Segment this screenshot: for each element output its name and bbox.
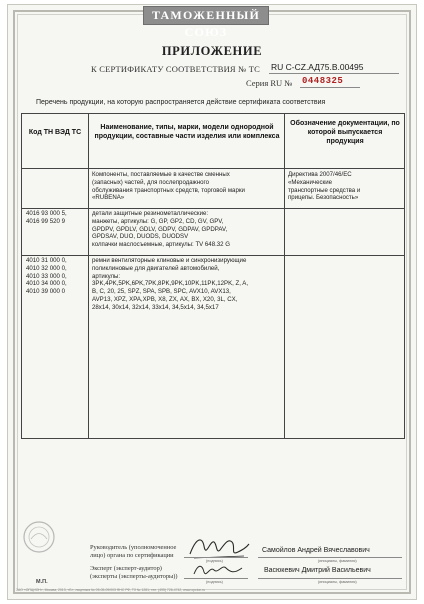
- head-name-caption: (инициалы, фамилия): [318, 559, 357, 563]
- row1-document: Директива 2007/46/ЕС «Механические транспортные средства и прицепы. Безопасность»: [288, 171, 361, 202]
- series-number: 0448325: [302, 76, 344, 86]
- series-label: Серия RU №: [246, 78, 293, 88]
- expert-name: Васюкевич Дмитрий Васильевич: [264, 567, 371, 574]
- page-title: ПРИЛОЖЕНИЕ: [161, 44, 263, 58]
- header-name: Наименование, типы, марки, модели однородной продукции, составные части изделия или комплекса: [94, 124, 280, 140]
- header-code: Код ТН ВЭД ТС: [28, 129, 82, 136]
- print-imprint: ЗАО «ОПЦИОН», Москва, 2013, «Б», лицензия № 05-05-09/003 ФНС РФ, ТЗ № 1281; тел. (495) 726-4742, www.opcion.ru: [16, 588, 206, 592]
- row3-codes: 4010 31 000 0, 4010 32 000 0, 4010 33 000 0, 4010 34 000 0, 4010 39 000 0: [26, 257, 67, 296]
- customs-union-banner: ТАМОЖЕННЫЙ СОЮЗ: [143, 6, 269, 25]
- row3-description: ремни вентиляторные клиновые и синхронизирующие поликлиновые для двигателей автомобилей, артикулы: 3PK,4PK,5PK,6PK,7PK,8PK,9PK,10PK,11PK,12PK, Z, A, B, C, 20, 25, SPZ, SPA, SPB, SPC, AVX10, AVX13, AVP13, XPZ, XPA,XPB, X8, ZX, AX, BX, X20, 3L, CX, 28x14, 30x14, 32x14, 33x14, 34,5x14, 34,5x17: [92, 257, 249, 311]
- head-name: Самойлов Андрей Вячеславович: [262, 547, 370, 554]
- row1-description: Компоненты, поставляемые в качестве сменных (запасных) частей, для послепродажного обслуживания транспортных средств, торговой марки «RUBENA»: [92, 171, 245, 202]
- row2-description: детали защитные резинометаллические: манжеты, артикулы: G, GP, GP2, CD, GV, GPV, GPDPV, GPDLV, GDLV, GDPV, GDPAV, GPDPAV, GPDSAV, DUO, DUODS, DUODSV колпачки маслосъемные, артикулы: TV 648.32 G: [92, 210, 230, 249]
- certificate-label: К СЕРТИФИКАТУ СООТВЕТСТВИЯ № ТС: [91, 64, 261, 74]
- product-table: [21, 113, 405, 439]
- expert-name-caption: (инициалы, фамилия): [318, 580, 357, 584]
- row2-codes: 4016 93 000 5, 4016 99 520 9: [26, 210, 67, 225]
- intro-text: Перечень продукции, на которую распространяется действие сертификата соответствия: [36, 99, 326, 106]
- expert-label: Эксперт (эксперт-аудитор) (эксперты (эксперты-аудиторы)): [90, 565, 178, 580]
- head-label: Руководитель (уполномоченное лицо) органа по сертификации: [90, 544, 177, 559]
- head-sign-caption: (подпись): [206, 559, 223, 563]
- stamp-place-label: M.П.: [36, 579, 48, 585]
- seal-stamp-icon: [22, 520, 56, 554]
- expert-sign-caption: (подпись): [206, 580, 223, 584]
- certificate-number: RU C-CZ.АД75.B.00495: [271, 62, 364, 72]
- header-document: Обозначение документации, по которой выпускается продукция: [290, 120, 400, 145]
